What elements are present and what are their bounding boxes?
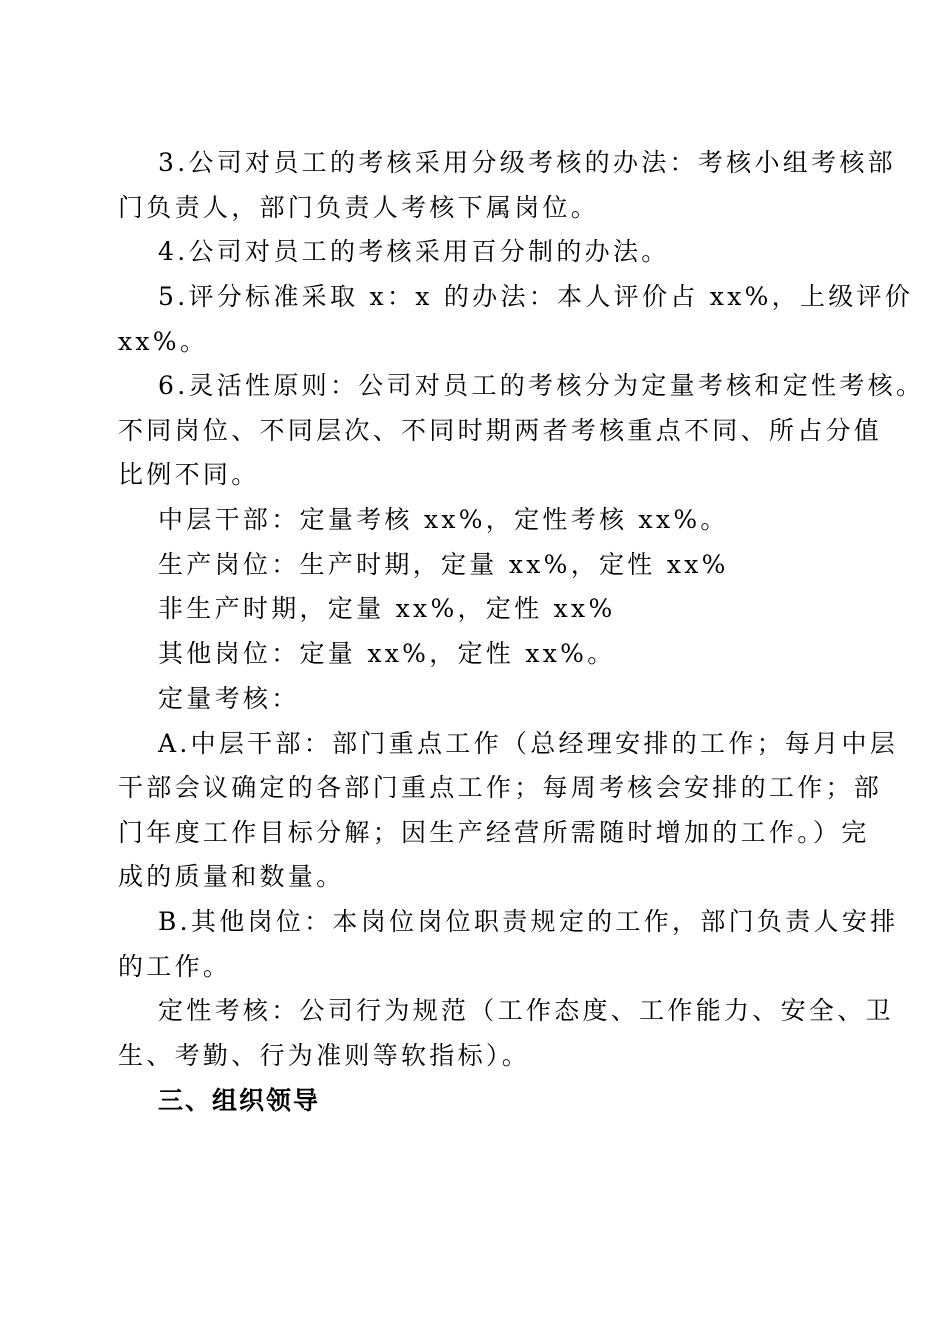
paragraph-line-13: 定量考核： [158, 684, 300, 713]
paragraph-line-9: 中层干部：定量考核 xx%，定性考核 xx%。 [158, 505, 729, 534]
paragraph-line-10: 生产岗位：生产时期，定量 xx%，定性 xx% [158, 550, 729, 579]
paragraph-line-19: 的工作。 [118, 952, 232, 981]
paragraph-line-15: 干部会议确定的各部门重点工作；每周考核会安排的工作；部 [118, 773, 883, 802]
paragraph-line-7: 不同岗位、不同层次、不同时期两者考核重点不同、所占分值 [118, 416, 883, 445]
paragraph-line-20: 定性考核：公司行为规范（工作态度、工作能力、安全、卫 [158, 996, 894, 1025]
paragraph-line-4: 5.评分标准采取 x：x 的办法：本人评价占 xx%，上级评价 [158, 282, 914, 311]
paragraph-line-5: xx%。 [118, 327, 209, 356]
paragraph-line-8: 比例不同。 [118, 460, 260, 489]
paragraph-line-3: 4.公司对员工的考核采用百分制的办法。 [158, 237, 670, 266]
paragraph-line-2: 门负责人，部门负责人考核下属岗位。 [118, 193, 600, 222]
paragraph-line-6: 6.灵活性原则：公司对员工的考核分为定量考核和定性考核。 [158, 371, 925, 400]
paragraph-line-16: 门年度工作目标分解；因生产经营所需随时增加的工作。）完 [118, 818, 870, 847]
paragraph-line-21: 生、考勤、行为准则等软指标）。 [118, 1041, 531, 1070]
paragraph-line-14: A.中层干部：部门重点工作（总经理安排的工作；每月中层 [158, 729, 899, 758]
paragraph-line-11: 非生产时期，定量 xx%，定性 xx% [158, 594, 616, 623]
paragraph-line-18: B.其他岗位：本岗位岗位职责规定的工作，部门负责人安排 [158, 907, 899, 936]
paragraph-line-12: 其他岗位：定量 xx%，定性 xx%。 [158, 639, 616, 668]
section-heading: 三、组织领导 [158, 1086, 321, 1115]
paragraph-line-17: 成的质量和数量。 [118, 862, 345, 891]
paragraph-line-1: 3.公司对员工的考核采用分级考核的办法：考核小组考核部 [158, 148, 896, 177]
